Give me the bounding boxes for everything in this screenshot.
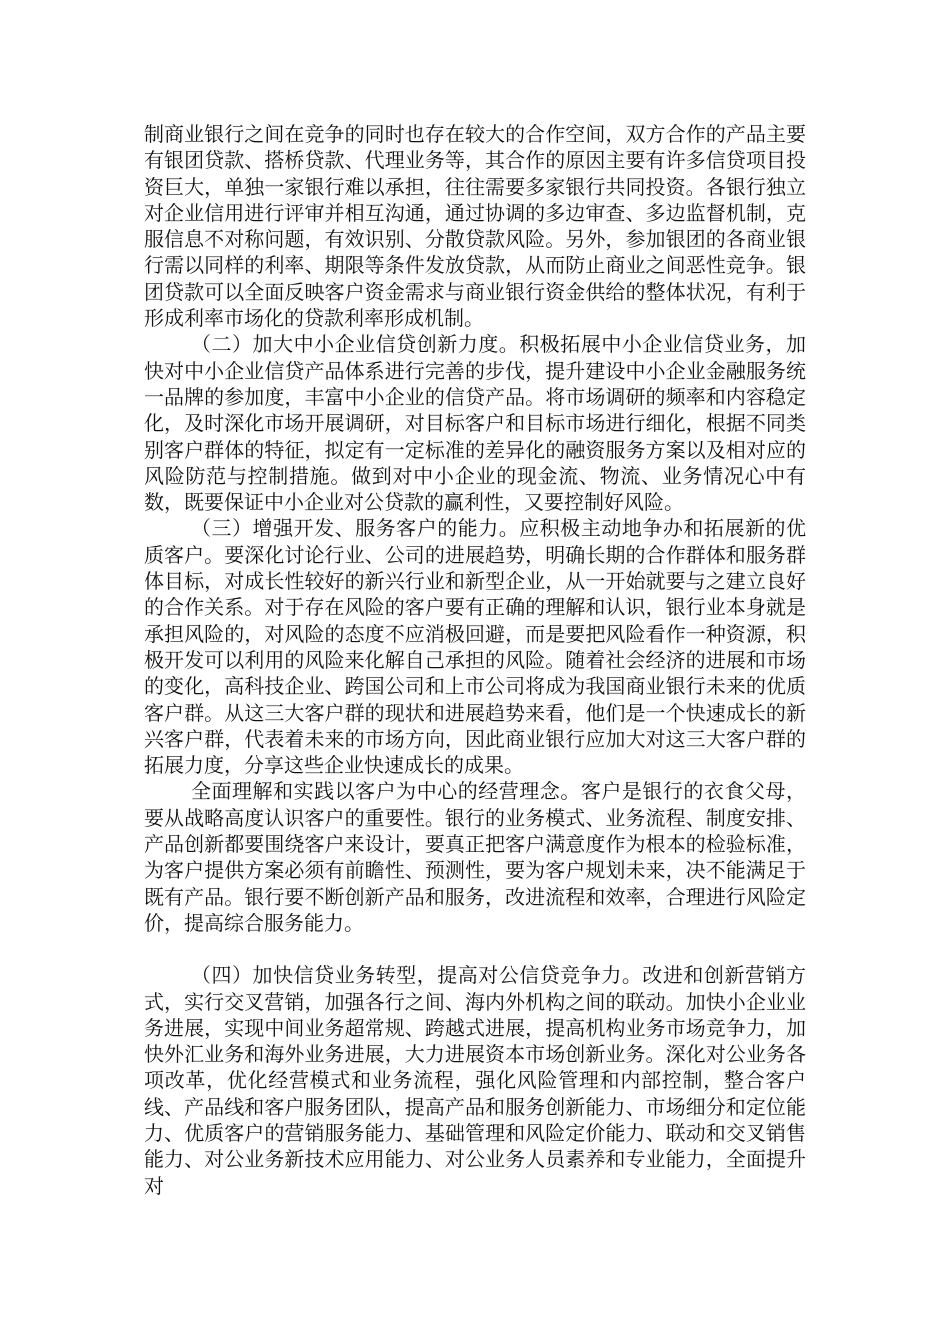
paragraph-credit-transformation: （四）加快信贷业务转型，提高对公信贷竞争力。改进和创新营销方式，实行交叉营销，加强各行之间、海内外机构之间的联动。加快小企业业务进展，实现中间业务超常规、跨越式进展，提高机构业务市场竞争力，加快外汇业务和海外业务进展，大力进展资本市场创新业务。深化对公业务各项改革，优化经营模式和业务流程，强化风险管理和内部控制，整合客户线、产品线和客户服务团队，提高产品和服务创新能力、市场细分和定位能力、优质客户的营销服务能力、基础管理和风险定价能力、联动和交叉销售能力、对公业务新技术应用能力、对公业务人员素养和专业能力，全面提升对 xyxy=(144,963,806,1198)
paragraph-customer-centric-philosophy: 全面理解和实践以客户为中心的经营理念。客户是银行的衣食父母，要从战略高度认识客户的重要性。银行的业务模式、业务流程、制度安排、产品创新都要围绕客户来设计，要真正把客户满意度作为根本的检验标准，为客户提供方案必须有前瞻性、预测性，要为客户规划未来，决不能满足于既有产品。银行要不断创新产品和服务，改进流程和效率，合理进行风险定价，提高综合服务能力。 xyxy=(144,779,806,935)
paragraph-sme-credit-innovation: （二）加大中小企业信贷创新力度。积极拓展中小企业信贷业务，加快对中小企业信贷产品体系进行完善的步伐，提升建设中小企业金融服务统一品牌的参加度，丰富中小企业的信贷产品。将市场调研的频率和内容稳定化，及时深化市场开展调研，对目标客户和目标市场进行细化，根据不同类别客户群体的特征，拟定有一定标准的差异化的融资服务方案以及相对应的风险防范与控制措施。做到对中小企业的现金流、物流、业务情况心中有数，既要保证中小企业对公贷款的赢利性，又要控制好风险。 xyxy=(144,332,806,515)
document-body xyxy=(144,121,806,1199)
paragraph-spacer xyxy=(144,936,806,962)
paragraph-customer-development: （三）增强开发、服务客户的能力。应积极主动地争办和拓展新的优质客户。要深化讨论行业、公司的进展趋势，明确长期的合作群体和服务群体目标，对成长性较好的新兴行业和新型企业，从一开始就要与之建立良好的合作关系。对于存在风险的客户要有正确的理解和认识，银行业本身就是承担风险的，对风险的态度不应消极回避，而是要把风险看作一种资源，积极开发可以利用的风险来化解自己承担的风险。随着社会经济的进展和市场的变化，高科技企业、跨国公司和上市公司将成为我国商业银行未来的优质客户群。从这三大客户群的现状和进展趋势来看，他们是一个快速成长的新兴客户群，代表着未来的市场方向，因此商业银行应加大对这三大客户群的拓展力度，分享这些企业快速成长的成果。 xyxy=(144,516,806,778)
paragraph-bank-syndicate-cooperation: 制商业银行之间在竞争的同时也存在较大的合作空间，双方合作的产品主要有银团贷款、搭桥贷款、代理业务等，其合作的原因主要有许多信贷项目投资巨大，单独一家银行难以承担，往往需要多家银行共同投资。各银行独立对企业信用进行评审并相互沟通，通过协调的多边审查、多边监督机制，克服信息不对称问题，有效识别、分散贷款风险。另外，参加银团的各商业银行需以同样的利率、期限等条件发放贷款，从而防止商业之间恶性竞争。银团贷款可以全面反映客户资金需求与商业银行资金供给的整体状况，有利于形成利率市场化的贷款利率形成机制。 xyxy=(144,122,806,331)
